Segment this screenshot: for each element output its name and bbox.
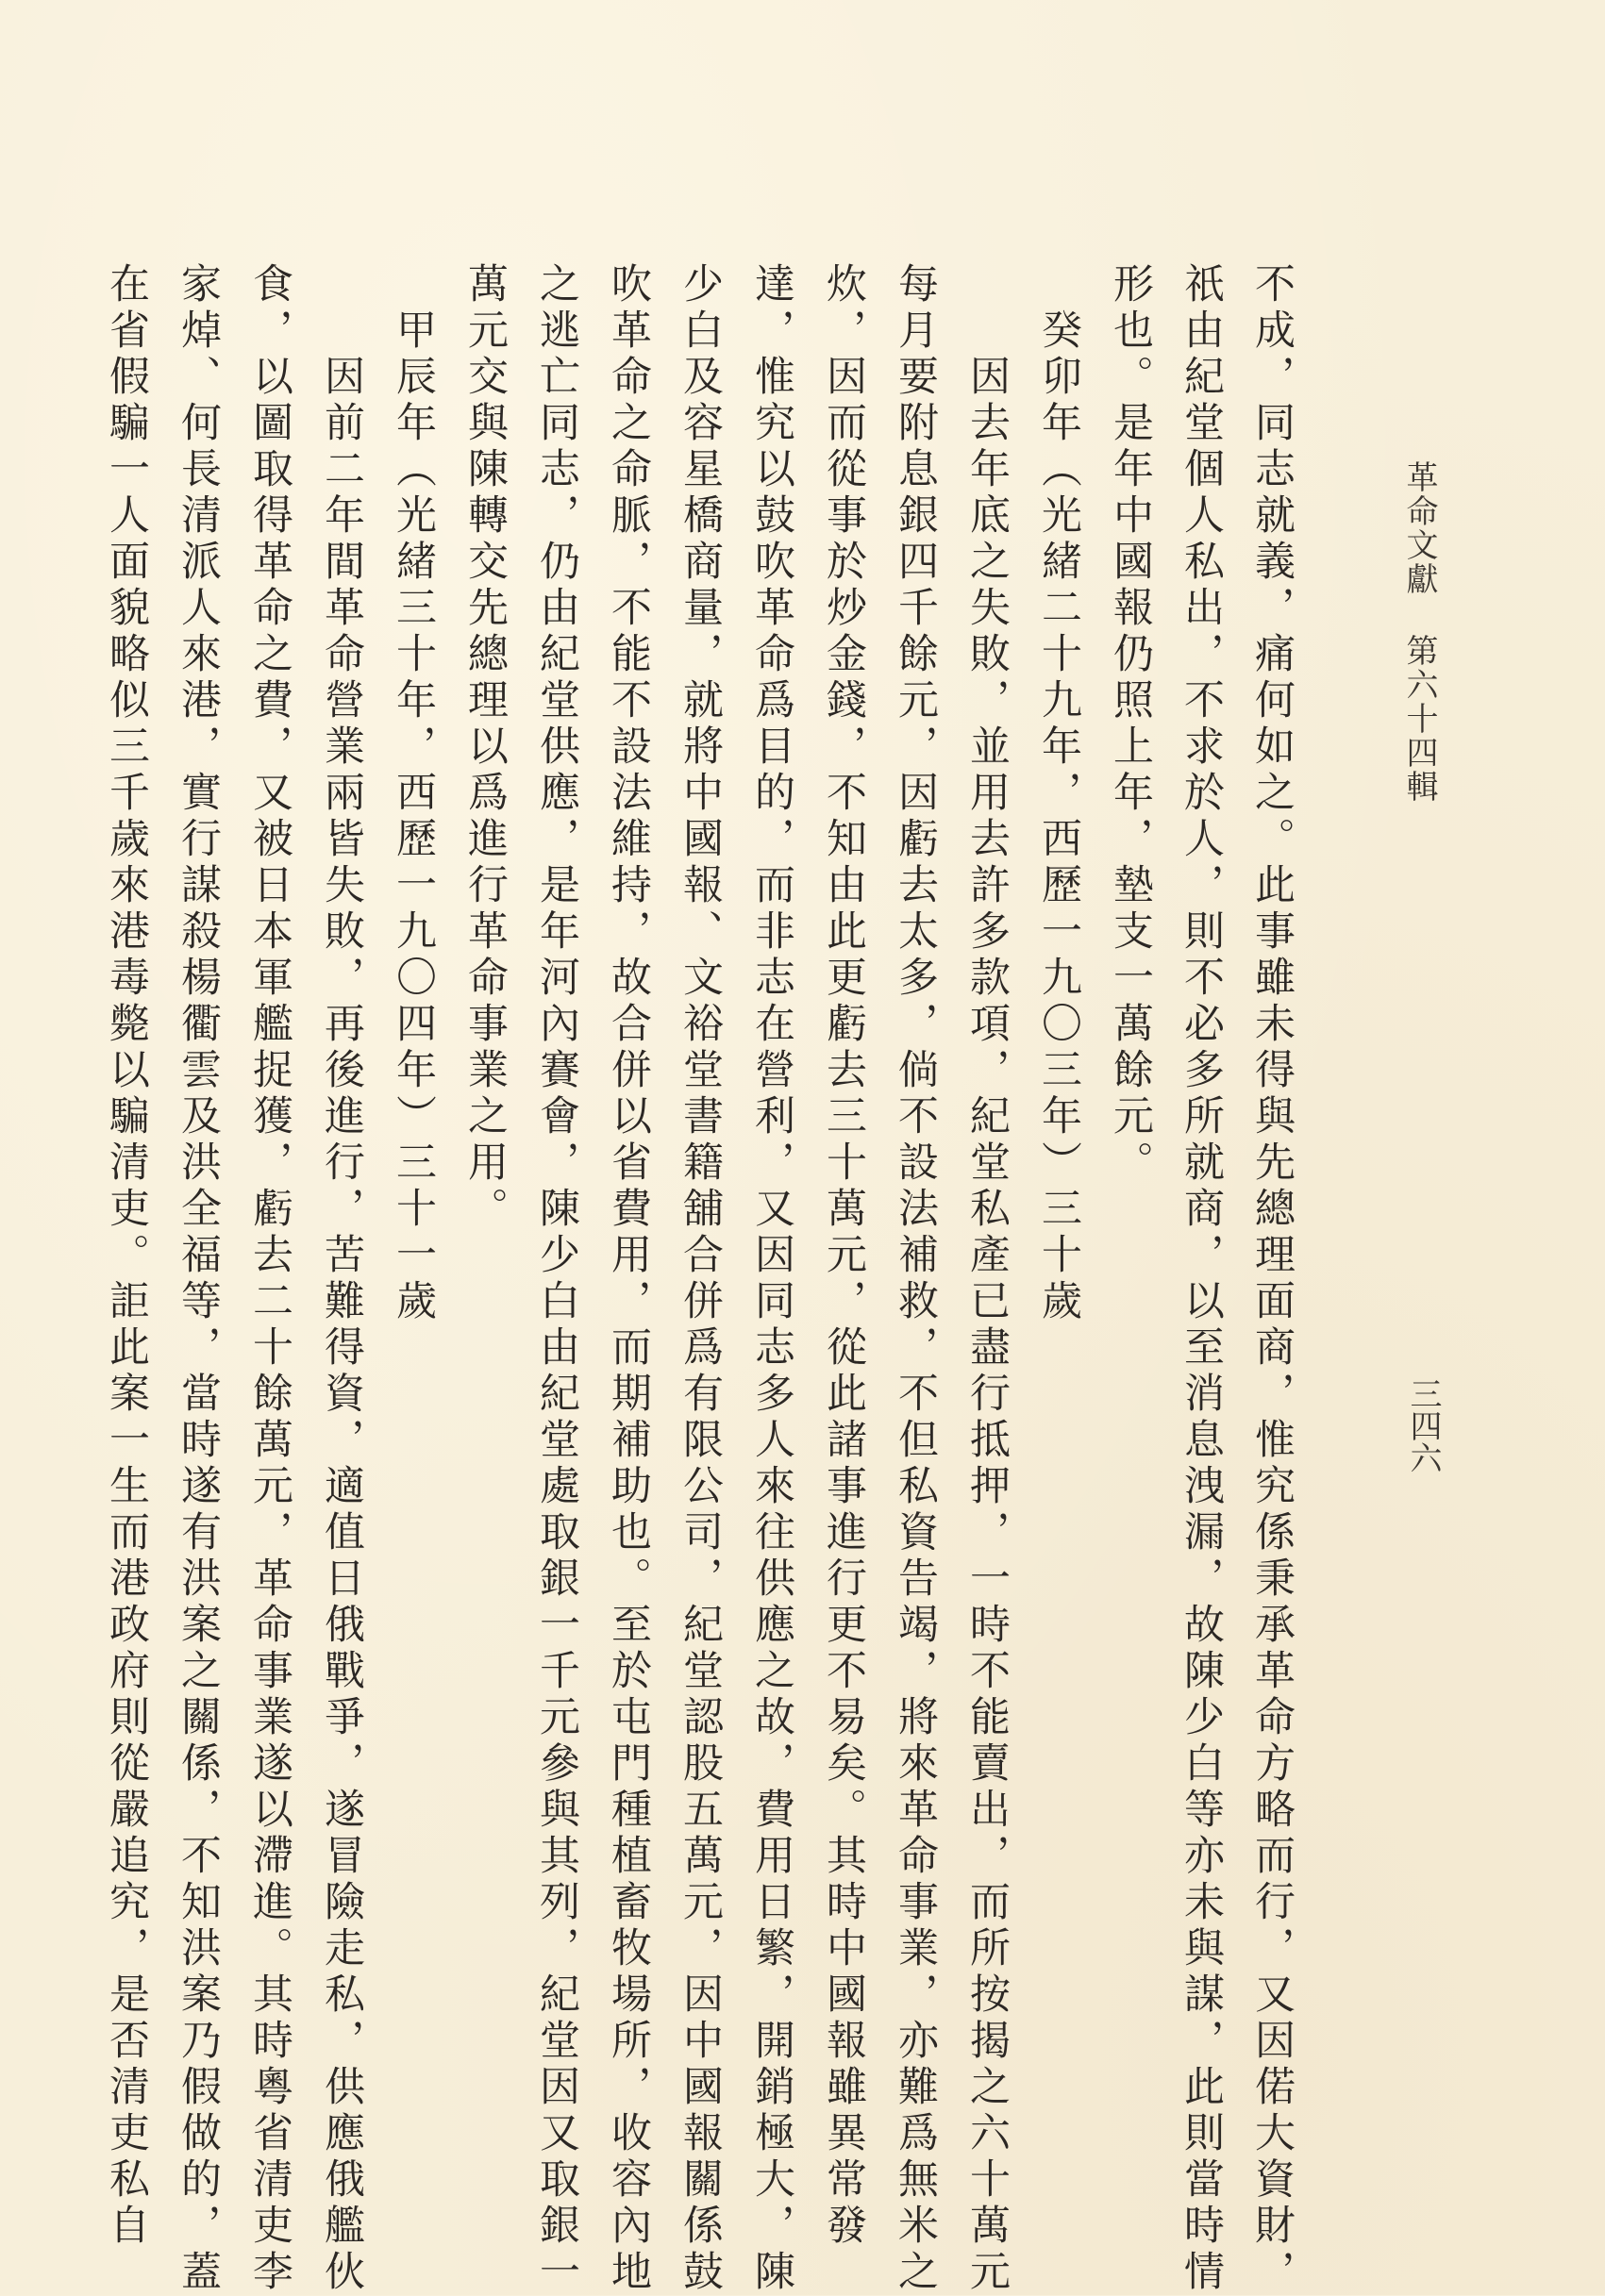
text-column-7: 炊，因而從事於炒金錢，不知由此更虧去三十萬元，從此諸事進行更不易矣。其時中國報雖異常發 xyxy=(820,262,867,2250)
year-heading-1904: 甲辰年（光緒三十年，西歷一九〇四年）三十一歲 xyxy=(390,308,437,1325)
text-column-5: 因去年底之失敗，並用去許多款項，紀堂私產已盡行抵押，一時不能賣出，而所按揭之六十萬元 xyxy=(963,355,1011,2296)
text-column-11: 之逃亡同志，仍由紀堂供應，是年河內賽會，陳少白由紀堂處取銀一千元參與其列，紀堂因又取銀一 xyxy=(533,262,580,2296)
text-column-9: 少白及容星橋商量，就將中國報、文裕堂書籍舖合併爲有限公司，紀堂認股五萬元，因中國報關係鼓 xyxy=(677,262,724,2296)
book-title: 革命文獻 xyxy=(1400,460,1438,596)
text-column-8: 達，惟究以鼓吹革命爲目的，而非志在營利，又因同志多人來往供應之故，費用日繁，開銷極大，陳 xyxy=(748,262,795,2296)
running-header xyxy=(1396,460,1443,804)
text-column-3: 形也。是年中國報仍照上年，墊支一萬餘元。 xyxy=(1107,262,1154,1187)
text-column-10: 吹革命之命脈，不能不設法維持，故合併以省費用，而期補助也。至於屯門種植畜牧場所，收容內地 xyxy=(605,262,652,2296)
text-column-12: 萬元交與陳轉交先總理以爲進行革命事業之用。 xyxy=(461,262,509,1233)
text-column-1: 不成，同志就義，痛何如之。此事雖未得與先總理面商，惟究係秉承革命方略而行，又因偌大資財， xyxy=(1248,262,1296,2296)
year-heading-1903: 癸卯年（光緒二十九年，西歷一九〇三年）三十歲 xyxy=(1035,308,1082,1325)
text-column-15: 食，以圖取得革命之費，又被日本軍艦捉獲，虧去二十餘萬元，革命事業遂以滯進。其時粵省清吏李 xyxy=(246,262,293,2296)
volume-number: 第六十四輯 xyxy=(1400,634,1438,804)
text-column-2: 祇由紀堂個人私出，不求於人，則不必多所就商，以至消息洩漏，故陳少白等亦未與謀，此則當時情 xyxy=(1178,262,1225,2296)
text-column-16: 家焯、何長清派人來港，實行謀殺楊衢雲及洪全福等，當時遂有洪案之關係，不知洪案乃假做的，蓋 xyxy=(175,262,222,2296)
text-column-6: 每月要附息銀四千餘元，因虧去太多，倘不設法補救，不但私資告竭，將來革命事業，亦難爲無米之 xyxy=(892,262,939,2296)
page-number: 三四六 xyxy=(1404,1377,1442,1473)
text-column-17: 在省假騙一人面貌略似三千歲來港毒斃以騙清吏。詎此案一生而港政府則從嚴追究，是否清吏私自 xyxy=(103,262,150,2250)
text-column-14: 因前二年間革命營業兩皆失敗，再後進行，苦難得資，適值日俄戰爭，遂冒險走私，供應俄艦伙 xyxy=(318,355,365,2296)
